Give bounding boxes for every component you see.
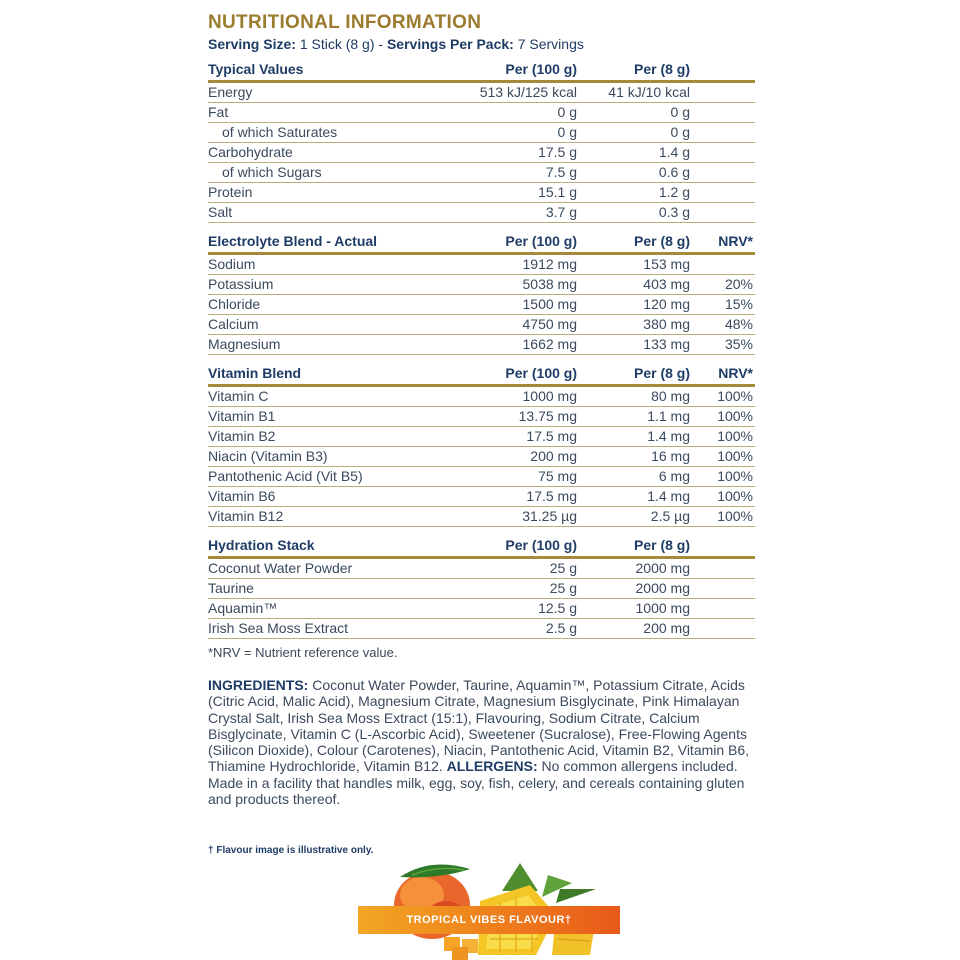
- nrv-value: 15%: [690, 295, 755, 315]
- nutrient-value: 0 g: [577, 123, 690, 143]
- serving-info: [208, 34, 755, 54]
- column-header: [690, 534, 755, 558]
- ingredients-label: INGREDIENTS:: [208, 677, 309, 693]
- nutrient-value: 133 mg: [577, 335, 690, 355]
- nutrient-value: 380 mg: [577, 315, 690, 335]
- ingredients-text: [208, 677, 758, 807]
- nutrient-name: Carbohydrate: [208, 143, 464, 163]
- nrv-value: 48%: [690, 315, 755, 335]
- nutrient-value: 25 g: [464, 558, 577, 579]
- nutrient-value: 31.25 µg: [464, 507, 577, 527]
- page-title: NUTRITIONAL INFORMATION: [208, 12, 482, 33]
- column-header: NRV*: [690, 230, 755, 254]
- nutrient-name: Calcium: [208, 315, 464, 335]
- table-row: [208, 579, 755, 599]
- nutrient-value: 2000 mg: [577, 579, 690, 599]
- nrv-value: [690, 103, 755, 123]
- table-row: [208, 507, 755, 527]
- nrv-value: [690, 123, 755, 143]
- nutrient-value: 2.5 µg: [577, 507, 690, 527]
- nutrient-value: 2000 mg: [577, 558, 690, 579]
- table-row: [208, 183, 755, 203]
- allergens-label: ALLERGENS:: [446, 758, 538, 775]
- table-row: [208, 407, 755, 427]
- column-header: Typical Values: [208, 58, 464, 82]
- ingredients-list: Coconut Water Powder, Taurine, Aquamin™, Potassium Citrate, Acids (Citric Acid, Malic Acid), Magnesium Citrate, Magnesium Bisglycinate, Pink Himalayan Crystal Salt, Irish Sea Moss Extract (15:1), Flavouring, Sodium Citrate, Calcium Bisglycinate, Vitamin C (L-Ascorbic Acid), Sweetener (Sucralose), Free-Flowing Agents (Silicon Dioxide), Colour (Carotenes), Niacin, Pantothenic Acid, Vitamin B2, Vitamin B6, Thiamine Hydrochloride, Vitamin B12.: [208, 677, 750, 775]
- nutrient-value: 25 g: [464, 579, 577, 599]
- section-header-typical: [208, 58, 755, 82]
- nutrient-value: 80 mg: [577, 386, 690, 407]
- nrv-value: [690, 163, 755, 183]
- nutrient-value: 7.5 g: [464, 163, 577, 183]
- section-header-hydration: [208, 534, 755, 558]
- nutrient-name: Coconut Water Powder: [208, 558, 464, 579]
- table-row: [208, 487, 755, 507]
- table-row: [208, 386, 755, 407]
- table-row: [208, 558, 755, 579]
- nutrient-value: 513 kJ/125 kcal: [464, 82, 577, 103]
- nutrition-panel: [208, 12, 755, 807]
- nutrient-value: 41 kJ/10 kcal: [577, 82, 690, 103]
- column-header: Per (100 g): [464, 534, 577, 558]
- nutrient-value: 1.4 mg: [577, 427, 690, 447]
- nutrient-value: 15.1 g: [464, 183, 577, 203]
- table-row: [208, 295, 755, 315]
- section-gap: [208, 223, 755, 231]
- column-header: [690, 58, 755, 82]
- table-row: [208, 163, 755, 183]
- column-header: Per (100 g): [464, 362, 577, 386]
- nutrient-value: 1.1 mg: [577, 407, 690, 427]
- nutrient-name: Niacin (Vitamin B3): [208, 447, 464, 467]
- nutrient-value: 0 g: [464, 103, 577, 123]
- nutrient-value: 17.5 mg: [464, 427, 577, 447]
- table-row: [208, 335, 755, 355]
- column-header: Hydration Stack: [208, 534, 464, 558]
- nutrient-value: 1.2 g: [577, 183, 690, 203]
- nrv-value: [690, 254, 755, 275]
- nutrient-name: Vitamin B1: [208, 407, 464, 427]
- nutrient-name: Vitamin C: [208, 386, 464, 407]
- nutrient-value: 13.75 mg: [464, 407, 577, 427]
- column-header: NRV*: [690, 362, 755, 386]
- table-row: [208, 123, 755, 143]
- nrv-note: *NRV = Nutrient reference value.: [208, 645, 398, 660]
- allergens-list: No common allergens included. Made in a facility that handles milk, egg, soy, fish, celery, and cereals containing gluten and products thereof.: [208, 758, 745, 808]
- nutrient-value: 120 mg: [577, 295, 690, 315]
- nrv-value: [690, 619, 755, 639]
- nutrient-value: 5038 mg: [464, 275, 577, 295]
- nrv-value: 100%: [690, 507, 755, 527]
- serving-size-value: 1 Stick (8 g): [299, 36, 375, 52]
- column-header: Per (8 g): [577, 230, 690, 254]
- nutrient-name: Vitamin B6: [208, 487, 464, 507]
- nutrient-value: 17.5 g: [464, 143, 577, 163]
- table-row: [208, 447, 755, 467]
- nrv-value: 35%: [690, 335, 755, 355]
- column-header: Per (8 g): [577, 58, 690, 82]
- nutrient-name: Irish Sea Moss Extract: [208, 619, 464, 639]
- nutrient-name: Vitamin B12: [208, 507, 464, 527]
- nrv-value: 100%: [690, 407, 755, 427]
- nutrient-value: 17.5 mg: [464, 487, 577, 507]
- table-row: [208, 103, 755, 123]
- nutrient-name: Salt: [208, 203, 464, 223]
- column-header: Per (8 g): [577, 534, 690, 558]
- nrv-value: [690, 183, 755, 203]
- nutrient-value: 1912 mg: [464, 254, 577, 275]
- nrv-value: 100%: [690, 427, 755, 447]
- column-header: Electrolyte Blend - Actual: [208, 230, 464, 254]
- table-row: [208, 275, 755, 295]
- flavour-note: † Flavour image is illustrative only.: [208, 845, 374, 856]
- nutrient-value: 1.4 g: [577, 143, 690, 163]
- nutrient-value: 0 g: [464, 123, 577, 143]
- nutrient-value: 0.3 g: [577, 203, 690, 223]
- nutrient-value: 1000 mg: [464, 386, 577, 407]
- nutrient-value: 2.5 g: [464, 619, 577, 639]
- nrv-value: [690, 558, 755, 579]
- nrv-value: [690, 82, 755, 103]
- nutrient-value: 1500 mg: [464, 295, 577, 315]
- table-row: [208, 203, 755, 223]
- section-gap: [208, 527, 755, 535]
- nutrient-value: 3.7 g: [464, 203, 577, 223]
- nutrient-name: Protein: [208, 183, 464, 203]
- nutrient-value: 12.5 g: [464, 599, 577, 619]
- nutrient-name: Vitamin B2: [208, 427, 464, 447]
- nutrient-name: Pantothenic Acid (Vit B5): [208, 467, 464, 487]
- nutrient-name: Magnesium: [208, 335, 464, 355]
- nutrient-value: 4750 mg: [464, 315, 577, 335]
- nutrient-name: of which Sugars: [208, 163, 464, 183]
- section-gap-cell: [208, 223, 755, 231]
- section-gap: [208, 355, 755, 363]
- nrv-value: 100%: [690, 487, 755, 507]
- table-row: [208, 599, 755, 619]
- nutrient-value: 200 mg: [577, 619, 690, 639]
- column-header: Per (100 g): [464, 230, 577, 254]
- nrv-value: [690, 143, 755, 163]
- servings-per-pack-label: Servings Per Pack:: [386, 36, 514, 52]
- table-row: [208, 315, 755, 335]
- nutrient-name: Potassium: [208, 275, 464, 295]
- nrv-value: [690, 599, 755, 619]
- section-header-electrolyte: [208, 230, 755, 254]
- table-row: [208, 82, 755, 103]
- nutrient-value: 403 mg: [577, 275, 690, 295]
- nutrient-value: 6 mg: [577, 467, 690, 487]
- nutrient-name: Taurine: [208, 579, 464, 599]
- nutrient-name: Chloride: [208, 295, 464, 315]
- table-row: [208, 467, 755, 487]
- nutrient-name: Fat: [208, 103, 464, 123]
- nrv-value: 100%: [690, 447, 755, 467]
- section-header-vitamin: [208, 362, 755, 386]
- nutrient-value: 0.6 g: [577, 163, 690, 183]
- nutrient-value: 0 g: [577, 103, 690, 123]
- table-row: [208, 427, 755, 447]
- nutrient-name: Aquamin™: [208, 599, 464, 619]
- nutrient-value: 1000 mg: [577, 599, 690, 619]
- nrv-value: [690, 203, 755, 223]
- section-gap-cell: [208, 527, 755, 535]
- nutrient-name: Energy: [208, 82, 464, 103]
- nutrient-value: 1.4 mg: [577, 487, 690, 507]
- flavour-banner: TROPICAL VIBES FLAVOUR†: [358, 906, 620, 934]
- servings-per-pack-value: 7 Servings: [517, 36, 584, 52]
- nutrient-value: 16 mg: [577, 447, 690, 467]
- column-header: Per (8 g): [577, 362, 690, 386]
- nutrient-name: of which Saturates: [208, 123, 464, 143]
- column-header: Per (100 g): [464, 58, 577, 82]
- serving-separator: -: [378, 36, 384, 52]
- section-gap-cell: [208, 355, 755, 363]
- nutrient-value: 1662 mg: [464, 335, 577, 355]
- nutrient-value: 200 mg: [464, 447, 577, 467]
- table-row: [208, 143, 755, 163]
- nutrient-value: 75 mg: [464, 467, 577, 487]
- nutrition-table: [208, 58, 755, 639]
- column-header: Vitamin Blend: [208, 362, 464, 386]
- nutrient-value: 153 mg: [577, 254, 690, 275]
- table-row: [208, 619, 755, 639]
- mango-cubes-icon: [444, 937, 478, 960]
- nrv-value: 20%: [690, 275, 755, 295]
- nrv-value: 100%: [690, 386, 755, 407]
- nrv-value: [690, 579, 755, 599]
- table-row: [208, 254, 755, 275]
- serving-size-label: Serving Size:: [208, 36, 296, 52]
- nrv-value: 100%: [690, 467, 755, 487]
- nutrient-name: Sodium: [208, 254, 464, 275]
